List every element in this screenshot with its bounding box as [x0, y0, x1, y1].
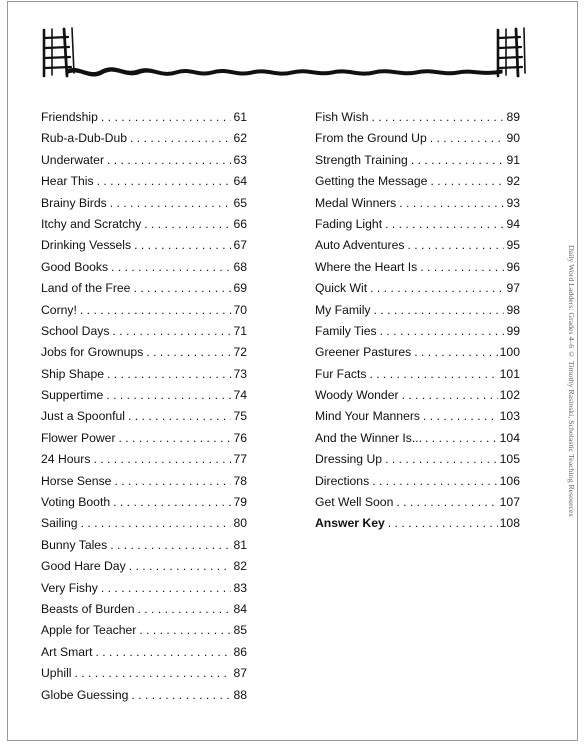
toc-entry-title: Horse Sense — [41, 473, 112, 488]
toc-entry-title: Get Well Soon — [315, 495, 394, 510]
toc-entry-title: Itchy and Scratchy — [41, 216, 142, 231]
toc-entry — [315, 324, 520, 345]
toc-entry-title: Apple for Teacher — [41, 623, 137, 638]
toc-entry-title: Uphill — [41, 666, 72, 681]
toc-entry — [41, 645, 247, 666]
dot-leader — [97, 174, 232, 188]
toc-entry — [315, 281, 520, 302]
toc-entry — [41, 581, 247, 602]
toc-entry-title: Auto Adventures — [315, 238, 405, 253]
toc-entry-title: From the Ground Up — [315, 131, 427, 146]
toc-entry-title: Mind Your Manners — [315, 409, 421, 424]
toc-entry-title: Fish Wish — [315, 110, 369, 124]
dot-leader — [407, 238, 504, 252]
toc-entry — [41, 153, 247, 174]
toc-entry — [41, 474, 247, 495]
toc-entry — [41, 324, 247, 345]
dot-leader — [374, 303, 505, 317]
toc-entry — [315, 409, 520, 430]
toc-entry — [315, 260, 520, 281]
toc-entry-page: 84 — [233, 601, 247, 616]
toc-entry-title: Fur Facts — [315, 366, 367, 381]
toc-entry-page: 78 — [233, 473, 247, 488]
toc-entry-title: Where the Heart Is — [315, 259, 418, 274]
dot-leader — [396, 495, 497, 509]
toc-entry — [315, 303, 520, 324]
toc-entry — [41, 602, 247, 623]
dot-leader — [423, 409, 498, 423]
toc-entry-title: Drinking Vessels — [41, 238, 132, 253]
toc-entry — [41, 452, 247, 473]
toc-entry-title: School Days — [41, 323, 110, 338]
toc-entry-page: 94 — [506, 216, 520, 231]
toc-entry-page: 81 — [233, 537, 247, 552]
toc-left-column — [41, 110, 247, 709]
dot-leader — [113, 495, 231, 509]
toc-entry-title: Rub-a-Dub-Dub — [41, 131, 128, 146]
toc-entry — [41, 281, 247, 302]
toc-entry — [41, 688, 247, 709]
dot-leader — [414, 345, 497, 359]
toc-entry — [315, 238, 520, 259]
side-credit: Daily Word Ladders: Grades 4–6 © Timothy Rasinski, Scholastic Teaching Resources — [567, 245, 576, 517]
toc-entry — [315, 174, 520, 195]
toc-entry-page: 97 — [506, 281, 520, 296]
toc-entry-page: 90 — [506, 131, 520, 146]
toc-entry-title: Medal Winners — [315, 195, 397, 210]
dot-leader — [372, 110, 505, 124]
dot-leader — [112, 324, 231, 338]
dot-leader — [370, 281, 504, 295]
dot-leader — [369, 367, 497, 381]
toc-entry-page: 64 — [233, 174, 247, 189]
toc-entry-page: 72 — [233, 345, 247, 360]
toc-entry-title: Flower Power — [41, 430, 116, 445]
dot-leader — [430, 131, 505, 145]
toc-entry-page: 73 — [233, 366, 247, 381]
toc-entry — [315, 474, 520, 495]
toc-entry-page: 75 — [233, 409, 247, 424]
toc-right-column — [315, 110, 520, 538]
toc-entry-page: 87 — [233, 666, 247, 681]
toc-entry-page: 101 — [499, 366, 520, 381]
toc-entry-page: 69 — [233, 281, 247, 296]
dot-leader — [111, 260, 231, 274]
toc-entry-title: Beasts of Burden — [41, 601, 135, 616]
dot-leader — [101, 581, 232, 595]
toc-entry-page: 104 — [499, 430, 520, 445]
toc-entry — [41, 666, 247, 687]
dot-leader — [110, 196, 232, 210]
toc-entry — [315, 217, 520, 238]
toc-entry-title: Brainy Birds — [41, 195, 107, 210]
toc-entry-title: Directions — [315, 473, 370, 488]
dot-leader — [134, 238, 231, 252]
toc-entry — [315, 452, 520, 473]
toc-entry-page: 65 — [233, 195, 247, 210]
toc-entry-title: Corny! — [41, 302, 77, 317]
toc-entry-page: 106 — [499, 473, 520, 488]
toc-entry — [41, 388, 247, 409]
toc-entry-title: Answer Key — [315, 516, 385, 531]
toc-entry-page: 86 — [233, 644, 247, 659]
toc-entry — [41, 174, 247, 195]
toc-entry-page: 77 — [233, 452, 247, 467]
toc-entry-page: 80 — [233, 516, 247, 531]
toc-entry-page: 71 — [233, 323, 247, 338]
toc-entry — [315, 110, 520, 131]
toc-entry — [315, 367, 520, 388]
toc-entry-page: 96 — [506, 259, 520, 274]
dot-leader — [385, 452, 498, 466]
dot-leader — [380, 324, 505, 338]
toc-entry-page: 83 — [233, 580, 247, 595]
dot-leader — [107, 153, 231, 167]
toc-entry-page: 88 — [233, 687, 247, 702]
toc-entry-title: Bunny Tales — [41, 537, 108, 552]
dot-leader — [106, 388, 231, 402]
dot-leader — [402, 388, 498, 402]
toc-entry — [315, 196, 520, 217]
toc-entry-page: 85 — [233, 623, 247, 638]
dot-leader — [74, 666, 231, 680]
toc-entry — [41, 623, 247, 644]
toc-entry-title: Good Hare Day — [41, 559, 126, 574]
dot-leader — [130, 131, 231, 145]
toc-entry-page: 98 — [506, 302, 520, 317]
toc-entry-title: Ship Shape — [41, 366, 105, 381]
toc-entry-page: 70 — [233, 302, 247, 317]
toc-entry — [41, 196, 247, 217]
toc-entry-page: 82 — [233, 559, 247, 574]
toc-entry — [41, 367, 247, 388]
toc-entry — [41, 238, 247, 259]
dot-leader — [146, 345, 231, 359]
right-ladder-icon — [498, 28, 525, 76]
toc-entry-title: My Family — [315, 302, 371, 317]
toc-entry-page: 103 — [499, 409, 520, 424]
dot-leader — [133, 281, 231, 295]
toc-entry — [315, 153, 520, 174]
toc-entry-page: 63 — [233, 152, 247, 167]
toc-entry — [41, 495, 247, 516]
dot-leader — [420, 260, 504, 274]
toc-entry-page: 66 — [233, 216, 247, 231]
dot-leader — [372, 474, 497, 488]
toc-entry-page: 99 — [506, 323, 520, 338]
toc-entry-page: 92 — [506, 174, 520, 189]
toc-entry-title: Woody Wonder — [315, 388, 399, 403]
toc-entry-title: Strength Training — [315, 152, 408, 167]
toc-entry-title: Land of the Free — [41, 281, 131, 296]
toc-entry-page: 76 — [233, 430, 247, 445]
dot-leader — [107, 367, 231, 381]
toc-entry — [315, 345, 520, 366]
toc-entry-title: Getting the Message — [315, 174, 428, 189]
toc-entry — [41, 538, 247, 559]
toc-entry — [315, 131, 520, 152]
dot-leader — [101, 110, 232, 124]
dot-leader — [138, 602, 232, 616]
dot-leader — [80, 303, 232, 317]
toc-entry-title: Sailing — [41, 516, 78, 531]
toc-entry-page: 93 — [506, 195, 520, 210]
toc-entry-page: 68 — [233, 259, 247, 274]
dot-leader — [131, 688, 231, 702]
toc-entry — [41, 110, 247, 131]
toc-entry — [315, 516, 520, 537]
toc-entry-page: 95 — [506, 238, 520, 253]
toc-entry-title: Good Books — [41, 259, 109, 274]
dot-leader — [128, 409, 231, 423]
toc-entry — [41, 409, 247, 430]
dot-leader — [81, 516, 232, 530]
toc-entry — [315, 495, 520, 516]
dot-leader — [430, 174, 504, 188]
toc-entry-page: 74 — [233, 388, 247, 403]
toc-entry — [41, 559, 247, 580]
dot-leader — [95, 645, 231, 659]
toc-entry-title: Voting Booth — [41, 495, 111, 510]
dot-leader — [110, 538, 231, 552]
toc-entry — [41, 131, 247, 152]
dot-leader — [388, 516, 498, 530]
dot-leader — [411, 153, 505, 167]
toc-entry-title: Very Fishy — [41, 580, 98, 595]
toc-entry-title: Just a Spoonful — [41, 409, 126, 424]
toc-entry-page: 89 — [506, 110, 520, 124]
dot-leader — [385, 217, 504, 231]
dot-leader — [144, 217, 231, 231]
toc-entry-page: 91 — [506, 152, 520, 167]
toc-entry-title: Jobs for Grownups — [41, 345, 144, 360]
toc-entry-title: Friendship — [41, 110, 98, 124]
toc-entry — [315, 388, 520, 409]
toc-entry-title: Suppertime — [41, 388, 104, 403]
ladder-wave-border — [40, 26, 530, 86]
dot-leader — [119, 431, 232, 445]
toc-entry — [41, 516, 247, 537]
toc-entry-page: 61 — [233, 110, 247, 124]
dot-leader — [129, 559, 232, 573]
toc-entry-page: 102 — [499, 388, 520, 403]
toc-entry-title: Underwater — [41, 152, 104, 167]
dot-leader — [399, 196, 504, 210]
dot-leader — [93, 452, 231, 466]
toc-entry-page: 100 — [499, 345, 520, 360]
toc-entry — [41, 431, 247, 452]
toc-entry-title: Dressing Up — [315, 452, 383, 467]
toc-entry — [41, 345, 247, 366]
toc-entry-title: Family Ties — [315, 323, 377, 338]
toc-entry-title: Art Smart — [41, 644, 93, 659]
toc-entry — [315, 431, 520, 452]
toc-entry — [41, 260, 247, 281]
toc-entry-title: Fading Light — [315, 216, 383, 231]
toc-entry-page: 105 — [499, 452, 520, 467]
toc-entry-title: And the Winner Is... — [315, 430, 423, 445]
toc-entry-page: 62 — [233, 131, 247, 146]
toc-entry-title: Hear This — [41, 174, 94, 189]
toc-entry-page: 79 — [233, 495, 247, 510]
toc-entry-title: Quick Wit — [315, 281, 368, 296]
dot-leader — [114, 474, 231, 488]
toc-entry-title: Globe Guessing — [41, 687, 129, 702]
toc-entry-title: 24 Hours — [41, 452, 91, 467]
toc-entry-page: 108 — [499, 516, 520, 531]
toc-entry — [41, 303, 247, 324]
dot-leader — [425, 431, 498, 445]
toc-entry-page: 107 — [499, 495, 520, 510]
toc-entry-page: 67 — [233, 238, 247, 253]
toc-entry-title: Greener Pastures — [315, 345, 412, 360]
dot-leader — [139, 623, 231, 637]
toc-entry — [41, 217, 247, 238]
wave-line — [66, 68, 502, 76]
